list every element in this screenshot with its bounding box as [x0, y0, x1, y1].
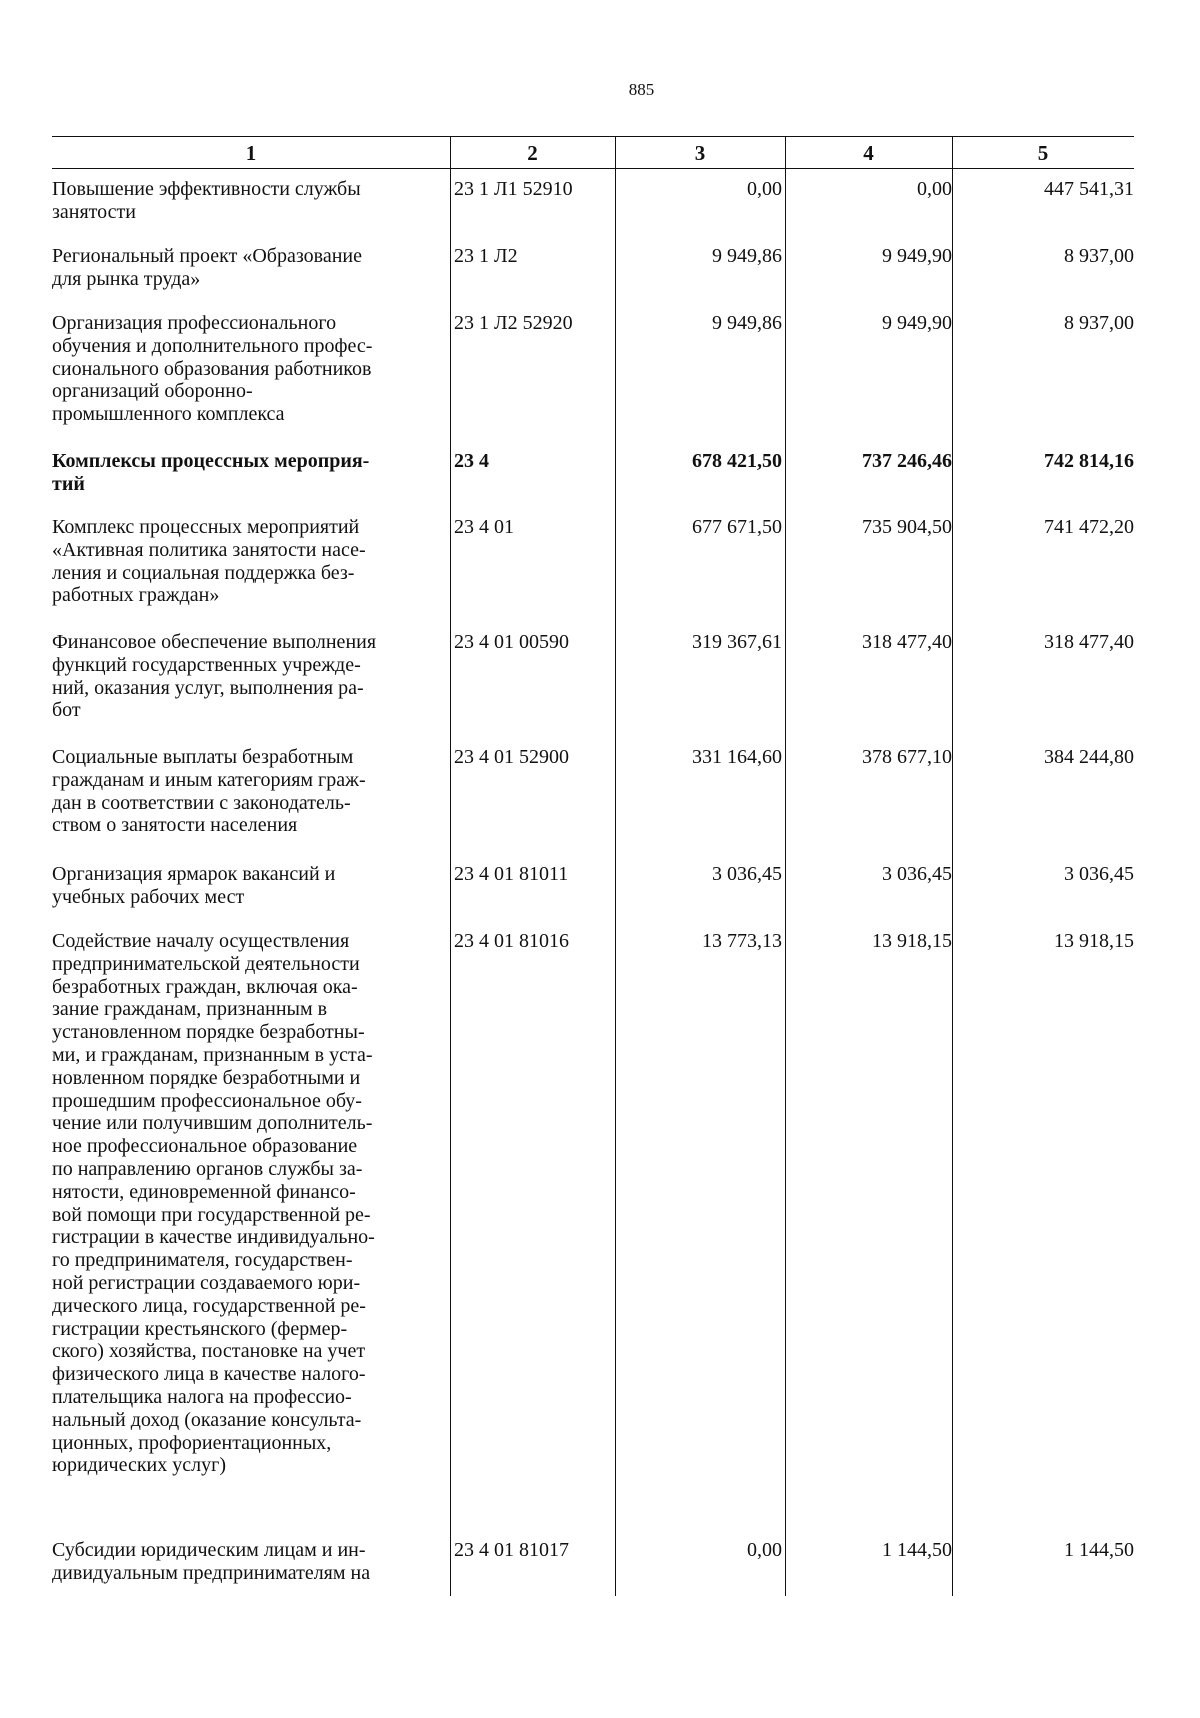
row-value-4: 1 144,50	[882, 1539, 952, 1561]
row-code: 23 4 01 00590	[454, 631, 569, 653]
table-header	[52, 138, 1134, 168]
row-value-3: 319 367,61	[692, 631, 782, 653]
row-value-4: 13 918,15	[872, 930, 952, 952]
row-value-4: 735 904,50	[862, 516, 952, 538]
row-name: Повышение эффективности службы занятости	[52, 178, 361, 223]
table-top-rule	[52, 136, 1134, 137]
row-code: 23 1 Л1 52910	[454, 178, 573, 200]
row-name: Организация ярмарок вакансий и учебных рабочих мест	[52, 863, 336, 908]
row-value-3: 678 421,50	[692, 450, 782, 472]
row-name: Социальные выплаты безработным гражданам и иным категориям граж- дан в соответствии с законодатель- ством о занятости населения	[52, 746, 366, 837]
row-value-5: 384 244,80	[1044, 746, 1134, 768]
row-value-5: 13 918,15	[1054, 930, 1134, 952]
row-value-5: 3 036,45	[1064, 863, 1134, 885]
row-name: Финансовое обеспечение выполнения функций государственных учрежде- ний, оказания услуг, выполнения ра- бот	[52, 631, 377, 722]
row-value-3: 331 164,60	[692, 746, 782, 768]
row-value-5: 8 937,00	[1064, 245, 1134, 267]
row-value-3: 9 949,86	[712, 312, 782, 334]
row-value-5: 447 541,31	[1044, 178, 1134, 200]
table-header-rule	[52, 168, 1134, 169]
row-code: 23 4 01 81017	[454, 1539, 569, 1561]
row-value-4: 378 677,10	[862, 746, 952, 768]
row-code: 23 1 Л2 52920	[454, 312, 573, 334]
row-value-3: 0,00	[747, 178, 782, 200]
row-value-4: 318 477,40	[862, 631, 952, 653]
row-value-3: 3 036,45	[712, 863, 782, 885]
row-value-5: 318 477,40	[1044, 631, 1134, 653]
row-value-5: 8 937,00	[1064, 312, 1134, 334]
row-code: 23 4 01 81016	[454, 930, 569, 952]
row-value-5: 742 814,16	[1044, 450, 1134, 472]
row-name: Субсидии юридическим лицам и ин- дивидуальным предпринимателям на	[52, 1539, 371, 1584]
row-value-4: 0,00	[917, 178, 952, 200]
column-header: 4	[863, 141, 874, 165]
row-code: 23 4 01 81011	[454, 863, 569, 885]
row-name: Региональный проект «Образование для рынка труда»	[52, 245, 362, 290]
row-code: 23 4 01 52900	[454, 746, 569, 768]
column-divider	[450, 136, 451, 1596]
column-header: 1	[245, 141, 257, 165]
row-value-5: 741 472,20	[1044, 516, 1134, 538]
column-header: 3	[694, 141, 706, 165]
row-value-4: 3 036,45	[882, 863, 952, 885]
column-header: 2	[527, 141, 538, 165]
row-value-3: 677 671,50	[692, 516, 782, 538]
row-value-4: 737 246,46	[862, 450, 952, 472]
row-value-4: 9 949,90	[882, 245, 952, 267]
row-code: 23 4	[454, 450, 489, 472]
row-name: Комплекс процессных мероприятий «Активная политика занятости насе- ления и социальная поддержка без- работных граждан»	[52, 516, 366, 607]
row-code: 23 1 Л2	[454, 245, 518, 267]
column-divider	[952, 136, 953, 1596]
row-name: Комплексы процессных мероприя- тий	[52, 450, 370, 495]
page-number: 885	[628, 80, 655, 99]
row-name: Содействие началу осуществления предпринимательской деятельности безработных граждан, включая ока- зание гражданам, признанным в установленном порядке безработны- ми, и гражданам, признанным в уста- новленном порядке безработными и прошедшим профессиональное обу- чение или получившим дополнитель- ное профессиональное образование по направлению органов службы за- нятости, единовременной финансо- вой помощи при государственной ре- гистрации в качестве индивидуально- го предпринимателя, государствен- ной регистрации создаваемого юри- дического лица, государственной ре- гистрации крестьянского (фермер- ского) хозяйства, постановке на учет физического лица в качестве налого- плательщика налога на профессио- нальный доход (оказание консульта- ционных, профориентационных, юридических услуг)	[52, 930, 375, 1477]
row-value-3: 0,00	[747, 1539, 782, 1561]
column-header: 5	[1037, 141, 1049, 165]
row-value-5: 1 144,50	[1064, 1539, 1134, 1561]
row-name: Организация профессионального обучения и дополнительного профес- сионального образования работников организаций оборонно- промышленного комплекса	[52, 312, 373, 426]
row-value-3: 9 949,86	[712, 245, 782, 267]
row-code: 23 4 01	[454, 516, 514, 538]
column-divider	[615, 136, 616, 1596]
column-divider	[785, 136, 786, 1596]
row-value-3: 13 773,13	[702, 930, 782, 952]
row-value-4: 9 949,90	[882, 312, 952, 334]
